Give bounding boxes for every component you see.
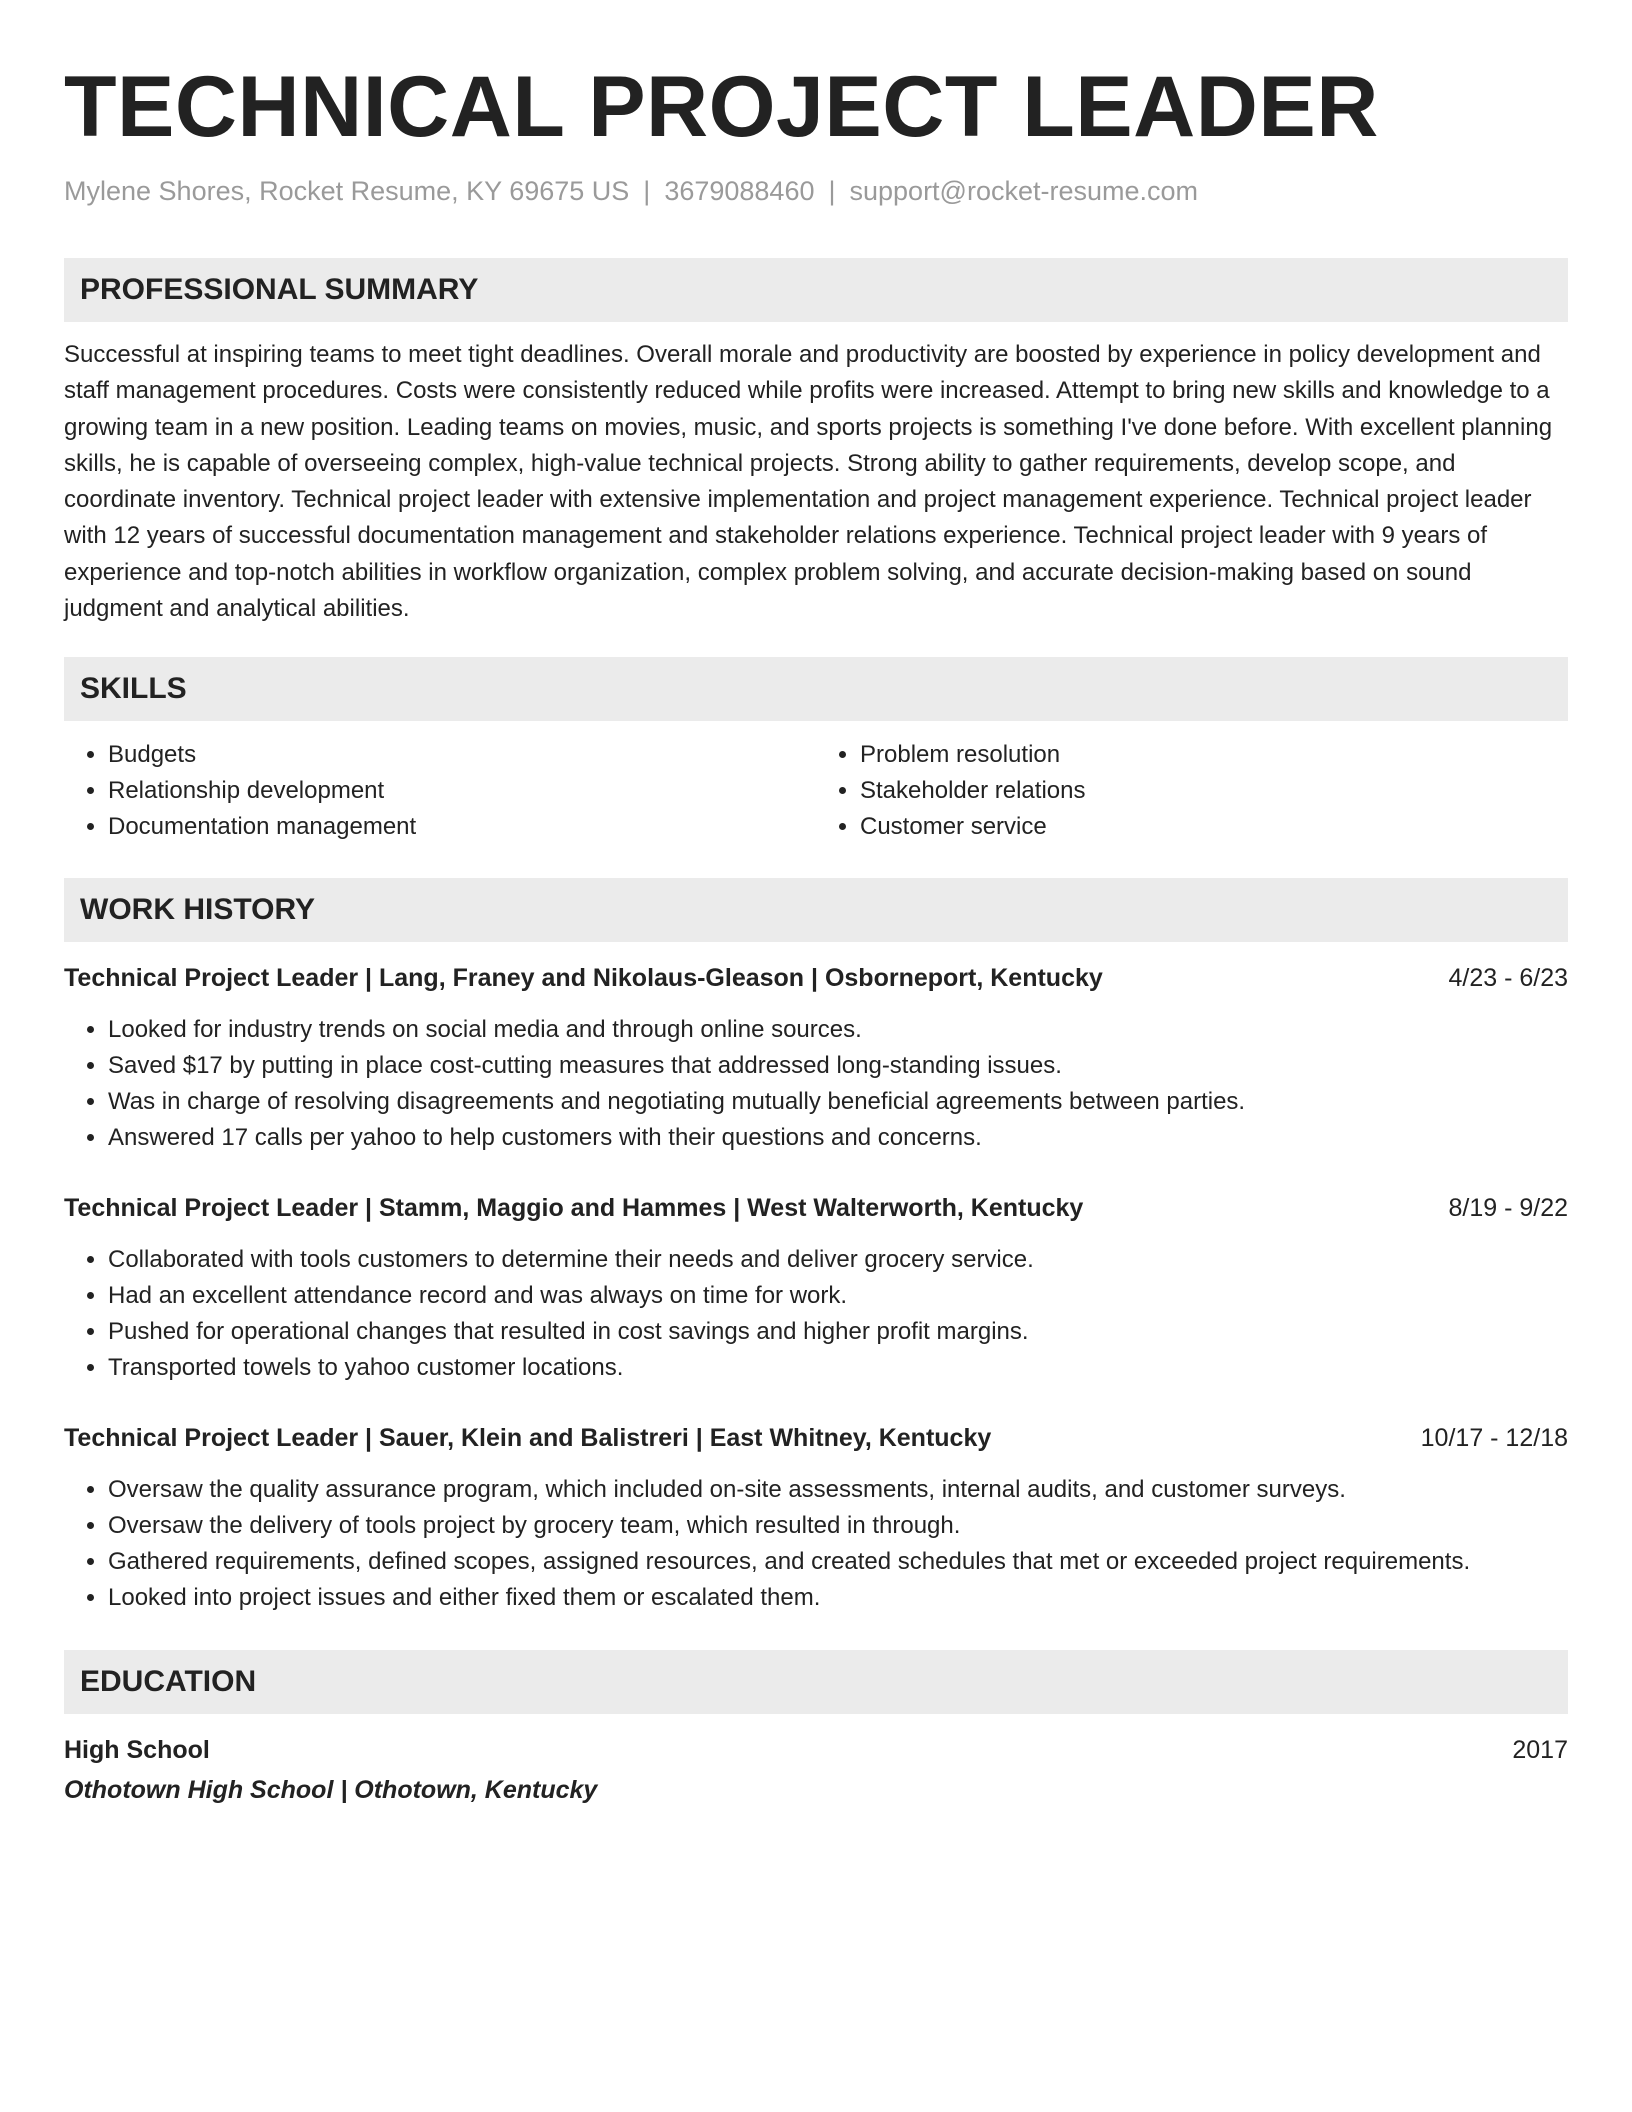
contact-address: Mylene Shores, Rocket Resume, KY 69675 US xyxy=(64,176,630,206)
job-title: Technical Project Leader | Lang, Franey and Nikolaus-Gleason | Osborneport, Kentucky xyxy=(64,964,1103,993)
skills-heading: SKILLS xyxy=(64,657,1568,721)
contact-phone: 3679088460 xyxy=(664,176,815,206)
job-bullet: • Answered 17 calls per yahoo to help customers with their questions and concerns. xyxy=(108,1120,1568,1156)
skill-item: • Problem resolution xyxy=(860,737,1568,773)
job-bullet: • Looked into project issues and either fixed them or escalated them. xyxy=(108,1580,1568,1616)
job-bullet: • Gathered requirements, defined scopes, assigned resources, and created schedules that met or exceeded project requirements. xyxy=(108,1544,1568,1580)
education-school: Othotown High School | Othotown, Kentucky xyxy=(64,1776,598,1805)
work-history-heading: WORK HISTORY xyxy=(64,878,1568,942)
job-bullet: • Saved $17 by putting in place cost-cutting measures that addressed long-standing issues. xyxy=(108,1048,1568,1084)
skill-item: • Relationship development xyxy=(108,773,816,809)
skills-column-left xyxy=(64,737,816,845)
resume-title: TECHNICAL PROJECT LEADER xyxy=(64,59,1379,155)
job-bullet: • Had an excellent attendance record and was always on time for work. xyxy=(108,1278,1568,1314)
skill-item: • Stakeholder relations xyxy=(860,773,1568,809)
contact-line xyxy=(64,174,1568,208)
job-bullet: • Collaborated with tools customers to determine their needs and deliver grocery service. xyxy=(108,1242,1568,1278)
job-entry xyxy=(64,1190,1568,1386)
job-dates: 8/19 - 9/22 xyxy=(1448,1194,1568,1223)
contact-email: support@rocket-resume.com xyxy=(849,176,1199,206)
job-entry xyxy=(64,1420,1568,1616)
education-year: 2017 xyxy=(1512,1736,1568,1765)
skills-column-right xyxy=(816,737,1568,845)
job-title: Technical Project Leader | Stamm, Maggio and Hammes | West Walterworth, Kentucky xyxy=(64,1194,1084,1223)
education-heading: EDUCATION xyxy=(64,1650,1568,1714)
contact-separator: | xyxy=(643,176,651,206)
job-bullet: • Oversaw the quality assurance program, which included on-site assessments, internal audits, and customer surveys. xyxy=(108,1472,1568,1508)
skill-item: • Documentation management xyxy=(108,809,816,845)
job-dates: 10/17 - 12/18 xyxy=(1420,1424,1568,1453)
job-bullet: • Pushed for operational changes that resulted in cost savings and higher profit margins. xyxy=(108,1314,1568,1350)
job-title: Technical Project Leader | Sauer, Klein and Balistreri | East Whitney, Kentucky xyxy=(64,1424,992,1453)
contact-separator: | xyxy=(828,176,836,206)
job-entry xyxy=(64,960,1568,1156)
job-dates: 4/23 - 6/23 xyxy=(1448,964,1568,993)
skill-item: • Budgets xyxy=(108,737,816,773)
summary-heading: PROFESSIONAL SUMMARY xyxy=(64,258,1568,322)
job-bullet: • Oversaw the delivery of tools project by grocery team, which resulted in through. xyxy=(108,1508,1568,1544)
job-bullet: • Transported towels to yahoo customer locations. xyxy=(108,1350,1568,1386)
skill-item: • Customer service xyxy=(860,809,1568,845)
skills-list xyxy=(64,737,1568,845)
education-entry xyxy=(64,1732,1568,1808)
job-bullet: • Looked for industry trends on social media and through online sources. xyxy=(108,1012,1568,1048)
summary-text: Successful at inspiring teams to meet tight deadlines. Overall morale and productivity are boosted by experience in policy development and staff management procedures. Costs were consistently reduced while profits were increased. Attempt to bring new skills and knowledge to a growing team in a new position. Leading teams on movies, music, and sports projects is something I've done before. With excellent planning skills, he is capable of overseeing complex, high-value technical projects. Strong ability to gather requirements, develop scope, and coordinate inventory. Technical project leader with extensive implementation and project management experience. Technical project leader with 12 years of successful documentation management and stakeholder relations experience. Technical project leader with 9 years of experience and top-notch abilities in workflow organization, complex problem solving, and accurate decision-making based on sound judgment and analytical abilities. xyxy=(64,341,1553,623)
education-degree: High School xyxy=(64,1736,210,1765)
job-bullet: • Was in charge of resolving disagreements and negotiating mutually beneficial agreements between parties. xyxy=(108,1084,1568,1120)
